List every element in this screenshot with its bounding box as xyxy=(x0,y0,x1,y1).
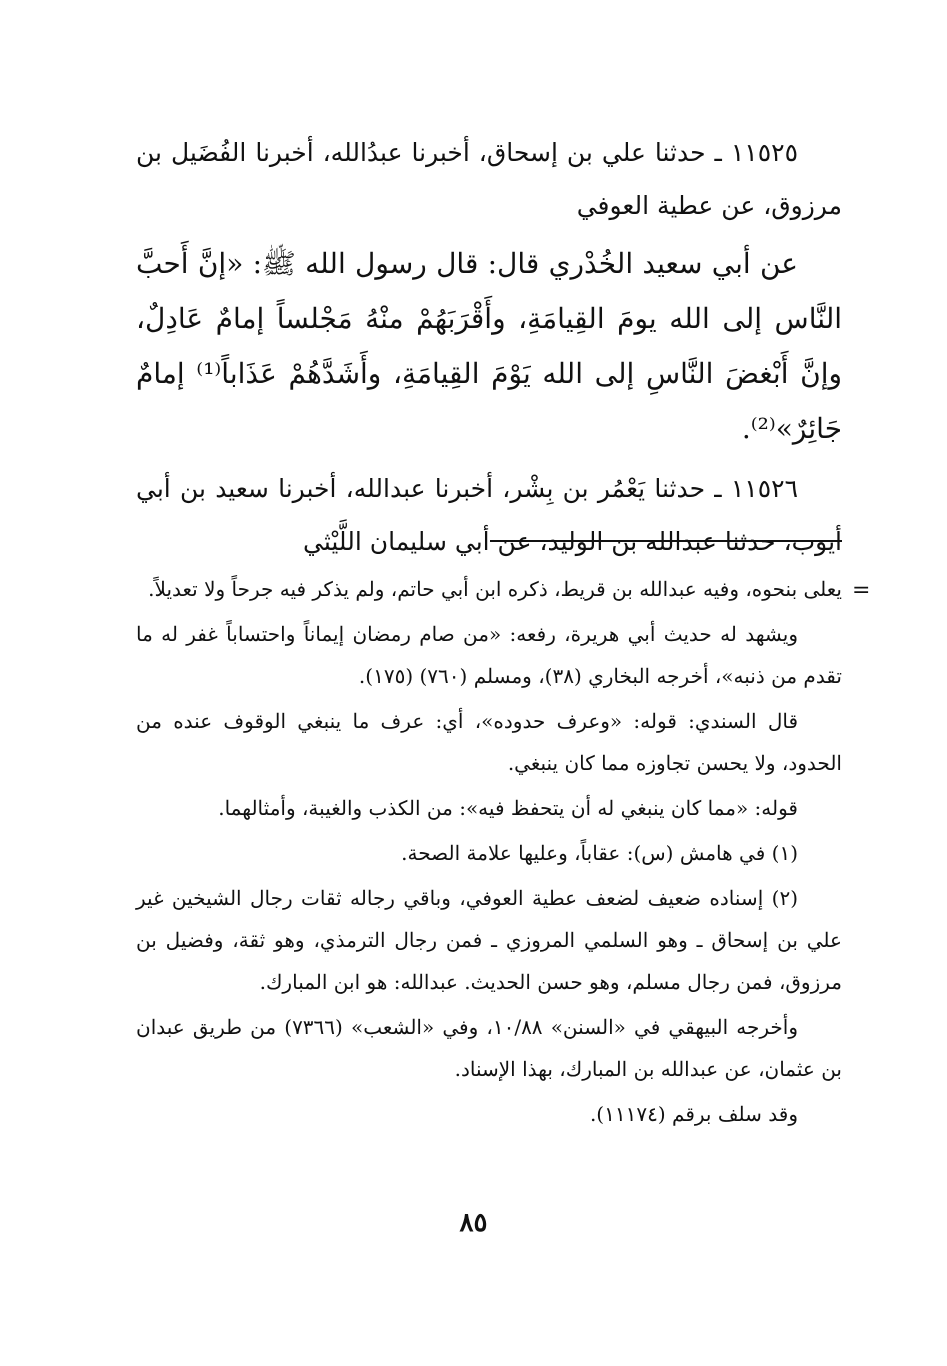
hadith-11525-text: عن أبي سعيد الخُدْري قال: قال رسول الله ﷺ: «إنَّ أَحبَّ النَّاس إلى الله يومَ القِيامَةِ، وأَقْرَبَهُمْ منْهُ مَجْلساً إمامٌ عَادِلٌ، وإنَّ أَبْغضَ النَّاسِ إلى الله يَوْمَ القِيامَةِ، وأَشَدَّهُمْ عَذَاباً⁽¹⁾ إمامٌ جَائِرٌ»⁽²⁾. xyxy=(136,247,843,445)
footnote-2: (٢) إسناده ضعيف لضعف عطية العوفي، وباقي رجاله ثقات رجال الشيخين غير علي بن إسحاق ـ وهو السلمي المروزي ـ فمن رجال الترمذي، وهو ثقة، وفضيل بن مرزوق، فمن رجال مسلم، وهو حسن الحديث. عبدالله: هو ابن المبارك. xyxy=(136,886,842,994)
main-text xyxy=(136,126,842,568)
footnote-paragraph: قوله: «مما كان ينبغي له أن يتحفظ فيه»: من الكذب والغيبة، وأمثالهما. xyxy=(218,796,798,820)
footnote-paragraph: وأخرجه البيهقي في «السنن» ١٠/٨٨، وفي «الشعب» (٧٣٦٦) من طريق عبدان بن عثمان، عن عبدالله بن المبارك، بهذا الإسناد. xyxy=(136,1015,842,1081)
page-number: ٨٥ xyxy=(459,1208,488,1238)
footnote-paragraph: يعلى بنحوه، وفيه عبدالله بن قريط، ذكره ابن أبي حاتم، ولم يذكر فيه جرحاً ولا تعديلاً. xyxy=(148,577,842,601)
footnote-paragraph: وقد سلف برقم (١١١٧٤). xyxy=(589,1102,798,1126)
footnote-1: (١) في هامش (س): عقاباً، وعليها علامة الصحة. xyxy=(401,841,798,865)
footnote-paragraph: ويشهد له حديث أبي هريرة، رفعه: «من صام رمضان إيماناً واحتساباً غفر له ما تقدم من ذنبه»، أخرجه البخاري (٣٨)، ومسلم (٧٦٠) (١٧٥). xyxy=(136,622,842,688)
footnote-continuation-mark: = xyxy=(852,578,871,603)
hadith-11526-isnad: ١١٥٢٦ ـ حدثنا يَعْمُر بن بِشْر، أخبرنا عبدالله، أخبرنا سعيد بن أبي أيوب، حدثنا عبدالله بن الوليد، عن أبي سليمان اللَّيْثي xyxy=(136,474,842,556)
footnote-separator xyxy=(490,540,842,542)
footnote-paragraph: قال السندي: قوله: «وعرف حدوده»، أي: عرف ما ينبغي الوقوف عنده من الحدود، ولا يحسن تجاوزه مما كان ينبغي. xyxy=(136,709,842,775)
hadith-11525-isnad: ١١٥٢٥ ـ حدثنا علي بن إسحاق، أخبرنا عبدُالله، أخبرنا الفُضَيل بن مرزوق، عن عطية العوفي xyxy=(136,138,842,220)
footnotes xyxy=(136,568,842,1138)
